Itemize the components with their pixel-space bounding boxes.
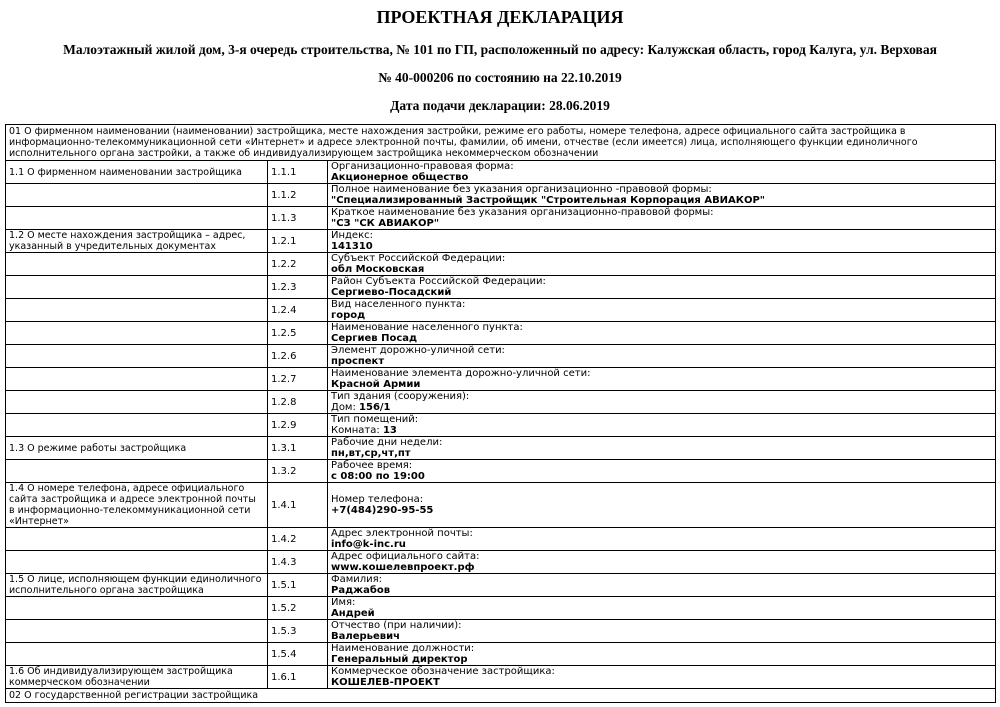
row-value-cell: [328, 597, 996, 620]
row-number-cell: 1.1.1: [268, 161, 328, 184]
row-field-label: Район Субъекта Российской Федерации:: [331, 276, 546, 287]
row-section-cell: [6, 299, 268, 322]
row-section-cell: [6, 414, 268, 437]
row-value-cell: [328, 460, 996, 483]
row-section-cell: 1.4 О номере телефона, адресе официального сайта застройщика и адресе электронной почты в информационно-телекоммуникационной сети «Интернет»: [6, 483, 268, 528]
row-value-text: Раджабов: [331, 585, 391, 596]
row-field-value: [331, 505, 992, 516]
row-value-cell: [328, 253, 996, 276]
table-row: [6, 322, 996, 345]
row-value-text: "Специализированный Застройщик "Строительная Корпорация АВИАКОР": [331, 195, 766, 206]
row-value-text: город: [331, 310, 366, 321]
row-section-cell: [6, 322, 268, 345]
table-row: [6, 414, 996, 437]
row-field-value: [331, 471, 992, 482]
row-section-cell: [6, 345, 268, 368]
row-number-cell: 1.3.2: [268, 460, 328, 483]
section-01-text: 01 О фирменном наименовании (наименовании) застройщика, месте нахождения застройки, режиме его работы, номере телефона, адресе официального сайта застройщика в информационно-телекоммуникационной сети «Интернет» и адресе электронной почты, фамилии, об имени, отчестве (если имеется) лица, исполняющего функции единоличного исполнительного органа застройки, а также об индивидуализирующем застройщика некоммерческом обозначении: [6, 125, 996, 161]
row-section-cell: [6, 643, 268, 666]
row-number-cell: 1.2.5: [268, 322, 328, 345]
row-field-label: Рабочие дни недели:: [331, 437, 443, 448]
table-row: [6, 161, 996, 184]
row-value-cell: [328, 276, 996, 299]
row-value-text: +7(484)290-95-55: [331, 505, 434, 516]
row-section-cell: 1.5 О лице, исполняющем функции единоличного исполнительного органа застройщика: [6, 574, 268, 597]
row-section-cell: [6, 620, 268, 643]
row-number-cell: 1.2.1: [268, 230, 328, 253]
row-section-cell: 1.1 О фирменном наименовании застройщика: [6, 161, 268, 184]
row-value-text: info@k-inc.ru: [331, 539, 406, 550]
row-field-value: [331, 608, 992, 619]
row-number-cell: 1.2.6: [268, 345, 328, 368]
row-field-value: [331, 172, 992, 183]
row-value-text: Сергиев Посад: [331, 333, 418, 344]
row-field-label: Адрес электронной почты:: [331, 528, 473, 539]
row-number-cell: 1.1.2: [268, 184, 328, 207]
section-02-row: [6, 689, 996, 703]
row-section-cell: [6, 597, 268, 620]
row-number-cell: 1.2.7: [268, 368, 328, 391]
table-row: [6, 620, 996, 643]
row-field-value: [331, 425, 992, 436]
row-number-cell: 1.5.2: [268, 597, 328, 620]
section-01-row: [6, 125, 996, 161]
row-field-label: Рабочее время:: [331, 460, 413, 471]
row-field-value: [331, 402, 992, 413]
row-field-label: Имя:: [331, 597, 356, 608]
row-field-label: Фамилия:: [331, 574, 383, 585]
row-field-label: Отчество (при наличии):: [331, 620, 462, 631]
row-value-cell: [328, 528, 996, 551]
row-field-label: Адрес официального сайта:: [331, 551, 480, 562]
row-field-value: [331, 264, 992, 275]
row-field-value: [331, 356, 992, 367]
row-field-label: Организационно-правовая форма:: [331, 161, 514, 172]
row-section-cell: [6, 184, 268, 207]
row-section-cell: [6, 391, 268, 414]
row-value-cell: [328, 207, 996, 230]
table-row: [6, 345, 996, 368]
table-row: [6, 551, 996, 574]
row-value-text: с 08:00 по 19:00: [331, 471, 425, 482]
row-number-cell: 1.5.1: [268, 574, 328, 597]
row-section-cell: [6, 276, 268, 299]
row-value-text: Акционерное общество: [331, 172, 469, 183]
row-field-value: [331, 287, 992, 298]
row-number-cell: 1.1.3: [268, 207, 328, 230]
row-value-text: 156/1: [359, 402, 391, 413]
table-row: [6, 574, 996, 597]
row-section-cell: [6, 460, 268, 483]
row-value-text: "СЗ "СК АВИАКОР": [331, 218, 440, 229]
table-row: [6, 368, 996, 391]
table-row: [6, 391, 996, 414]
row-field-value: [331, 654, 992, 665]
declaration-table-body: [6, 125, 996, 703]
row-value-cell: [328, 161, 996, 184]
table-row: [6, 643, 996, 666]
row-number-cell: 1.5.3: [268, 620, 328, 643]
row-value-cell: [328, 184, 996, 207]
row-value-cell: [328, 391, 996, 414]
row-section-cell: 1.6 Об индивидуализирующем застройщика коммерческом обозначении: [6, 666, 268, 689]
row-field-value: [331, 195, 992, 206]
row-field-label: Номер телефона:: [331, 494, 424, 505]
row-value-prefix: Дом:: [331, 402, 360, 413]
row-value-text: Андрей: [331, 608, 375, 619]
row-value-text: 141310: [331, 241, 373, 252]
row-value-text: проспект: [331, 356, 385, 367]
row-value-text: пн,вт,ср,чт,пт: [331, 448, 411, 459]
row-number-cell: 1.2.9: [268, 414, 328, 437]
row-value-text: Красной Армии: [331, 379, 421, 390]
project-name: Малоэтажный жилой дом, 3-я очередь строительства, № 101 по ГП, расположенный по адресу: Калужская область, город Калуга, ул. Верховая: [63, 42, 937, 57]
row-value-text: КОШЕЛЕВ-ПРОЕКТ: [331, 677, 440, 688]
table-row: [6, 460, 996, 483]
row-field-value: [331, 677, 992, 688]
row-field-label: Тип помещений:: [331, 414, 419, 425]
table-row: [6, 666, 996, 689]
table-row: [6, 483, 996, 528]
row-field-value: [331, 333, 992, 344]
page-title: ПРОЕКТНАЯ ДЕКЛАРАЦИЯ: [376, 7, 624, 27]
table-row: [6, 207, 996, 230]
row-number-cell: 1.6.1: [268, 666, 328, 689]
row-value-cell: [328, 368, 996, 391]
row-field-value: [331, 241, 992, 252]
row-value-text: 13: [382, 425, 397, 436]
table-row: [6, 184, 996, 207]
row-value-text: Генеральный директор: [331, 654, 468, 665]
row-field-label: Наименование элемента дорожно-уличной сети:: [331, 368, 591, 379]
section-02-text: 02 О государственной регистрации застройщика: [6, 689, 996, 703]
row-field-label: Коммерческое обозначение застройщика:: [331, 666, 555, 677]
row-value-prefix: Комната:: [331, 425, 383, 436]
row-field-label: Индекс:: [331, 230, 373, 241]
row-value-text: Сергиево-Посадский: [331, 287, 452, 298]
row-number-cell: 1.2.8: [268, 391, 328, 414]
declaration-table: [5, 124, 996, 703]
row-field-value: [331, 539, 992, 550]
row-field-value: [331, 448, 992, 459]
row-number-cell: 1.4.1: [268, 483, 328, 528]
row-value-text: обл Московская: [331, 264, 425, 275]
row-value-cell: [328, 483, 996, 528]
row-value-cell: [328, 643, 996, 666]
row-field-label: Краткое наименование без указания организационно-правовой формы:: [331, 207, 714, 218]
declaration-date: Дата подачи декларации: 28.06.2019: [390, 98, 610, 113]
table-row: [6, 230, 996, 253]
table-row: [6, 597, 996, 620]
row-value-cell: [328, 345, 996, 368]
row-value-cell: [328, 322, 996, 345]
row-value-cell: [328, 414, 996, 437]
row-value-text: Валерьевич: [331, 631, 400, 642]
row-field-value: [331, 379, 992, 390]
row-field-label: Полное наименование без указания организационно -правовой формы:: [331, 184, 712, 195]
row-value-cell: [328, 620, 996, 643]
row-section-cell: [6, 207, 268, 230]
row-value-cell: [328, 574, 996, 597]
row-value-text: www.кошелевпроект.рф: [331, 562, 475, 573]
table-row: [6, 299, 996, 322]
row-number-cell: 1.2.2: [268, 253, 328, 276]
row-number-cell: 1.2.4: [268, 299, 328, 322]
table-row: [6, 253, 996, 276]
row-value-cell: [328, 437, 996, 460]
row-field-label: Наименование населенного пункта:: [331, 322, 523, 333]
row-number-cell: 1.4.2: [268, 528, 328, 551]
row-value-cell: [328, 551, 996, 574]
row-field-label: Тип здания (сооружения):: [331, 391, 470, 402]
row-field-value: [331, 562, 992, 573]
row-field-label: Наименование должности:: [331, 643, 475, 654]
row-section-cell: 1.2 О месте нахождения застройщика – адрес, указанный в учредительных документах: [6, 230, 268, 253]
table-row: [6, 276, 996, 299]
row-section-cell: [6, 368, 268, 391]
row-field-label: Субъект Российской Федерации:: [331, 253, 506, 264]
row-value-cell: [328, 299, 996, 322]
declaration-number: № 40-000206 по состоянию на 22.10.2019: [378, 70, 622, 85]
row-section-cell: [6, 551, 268, 574]
row-section-cell: 1.3 О режиме работы застройщика: [6, 437, 268, 460]
row-number-cell: 1.2.3: [268, 276, 328, 299]
row-section-cell: [6, 253, 268, 276]
row-number-cell: 1.5.4: [268, 643, 328, 666]
row-field-value: [331, 585, 992, 596]
row-field-value: [331, 631, 992, 642]
row-field-value: [331, 218, 992, 229]
row-field-label: Элемент дорожно-уличной сети:: [331, 345, 505, 356]
row-section-cell: [6, 528, 268, 551]
row-value-cell: [328, 666, 996, 689]
row-number-cell: 1.3.1: [268, 437, 328, 460]
row-value-cell: [328, 230, 996, 253]
row-field-label: Вид населенного пункта:: [331, 299, 466, 310]
row-number-cell: 1.4.3: [268, 551, 328, 574]
table-row: [6, 528, 996, 551]
row-field-value: [331, 310, 992, 321]
table-row: [6, 437, 996, 460]
